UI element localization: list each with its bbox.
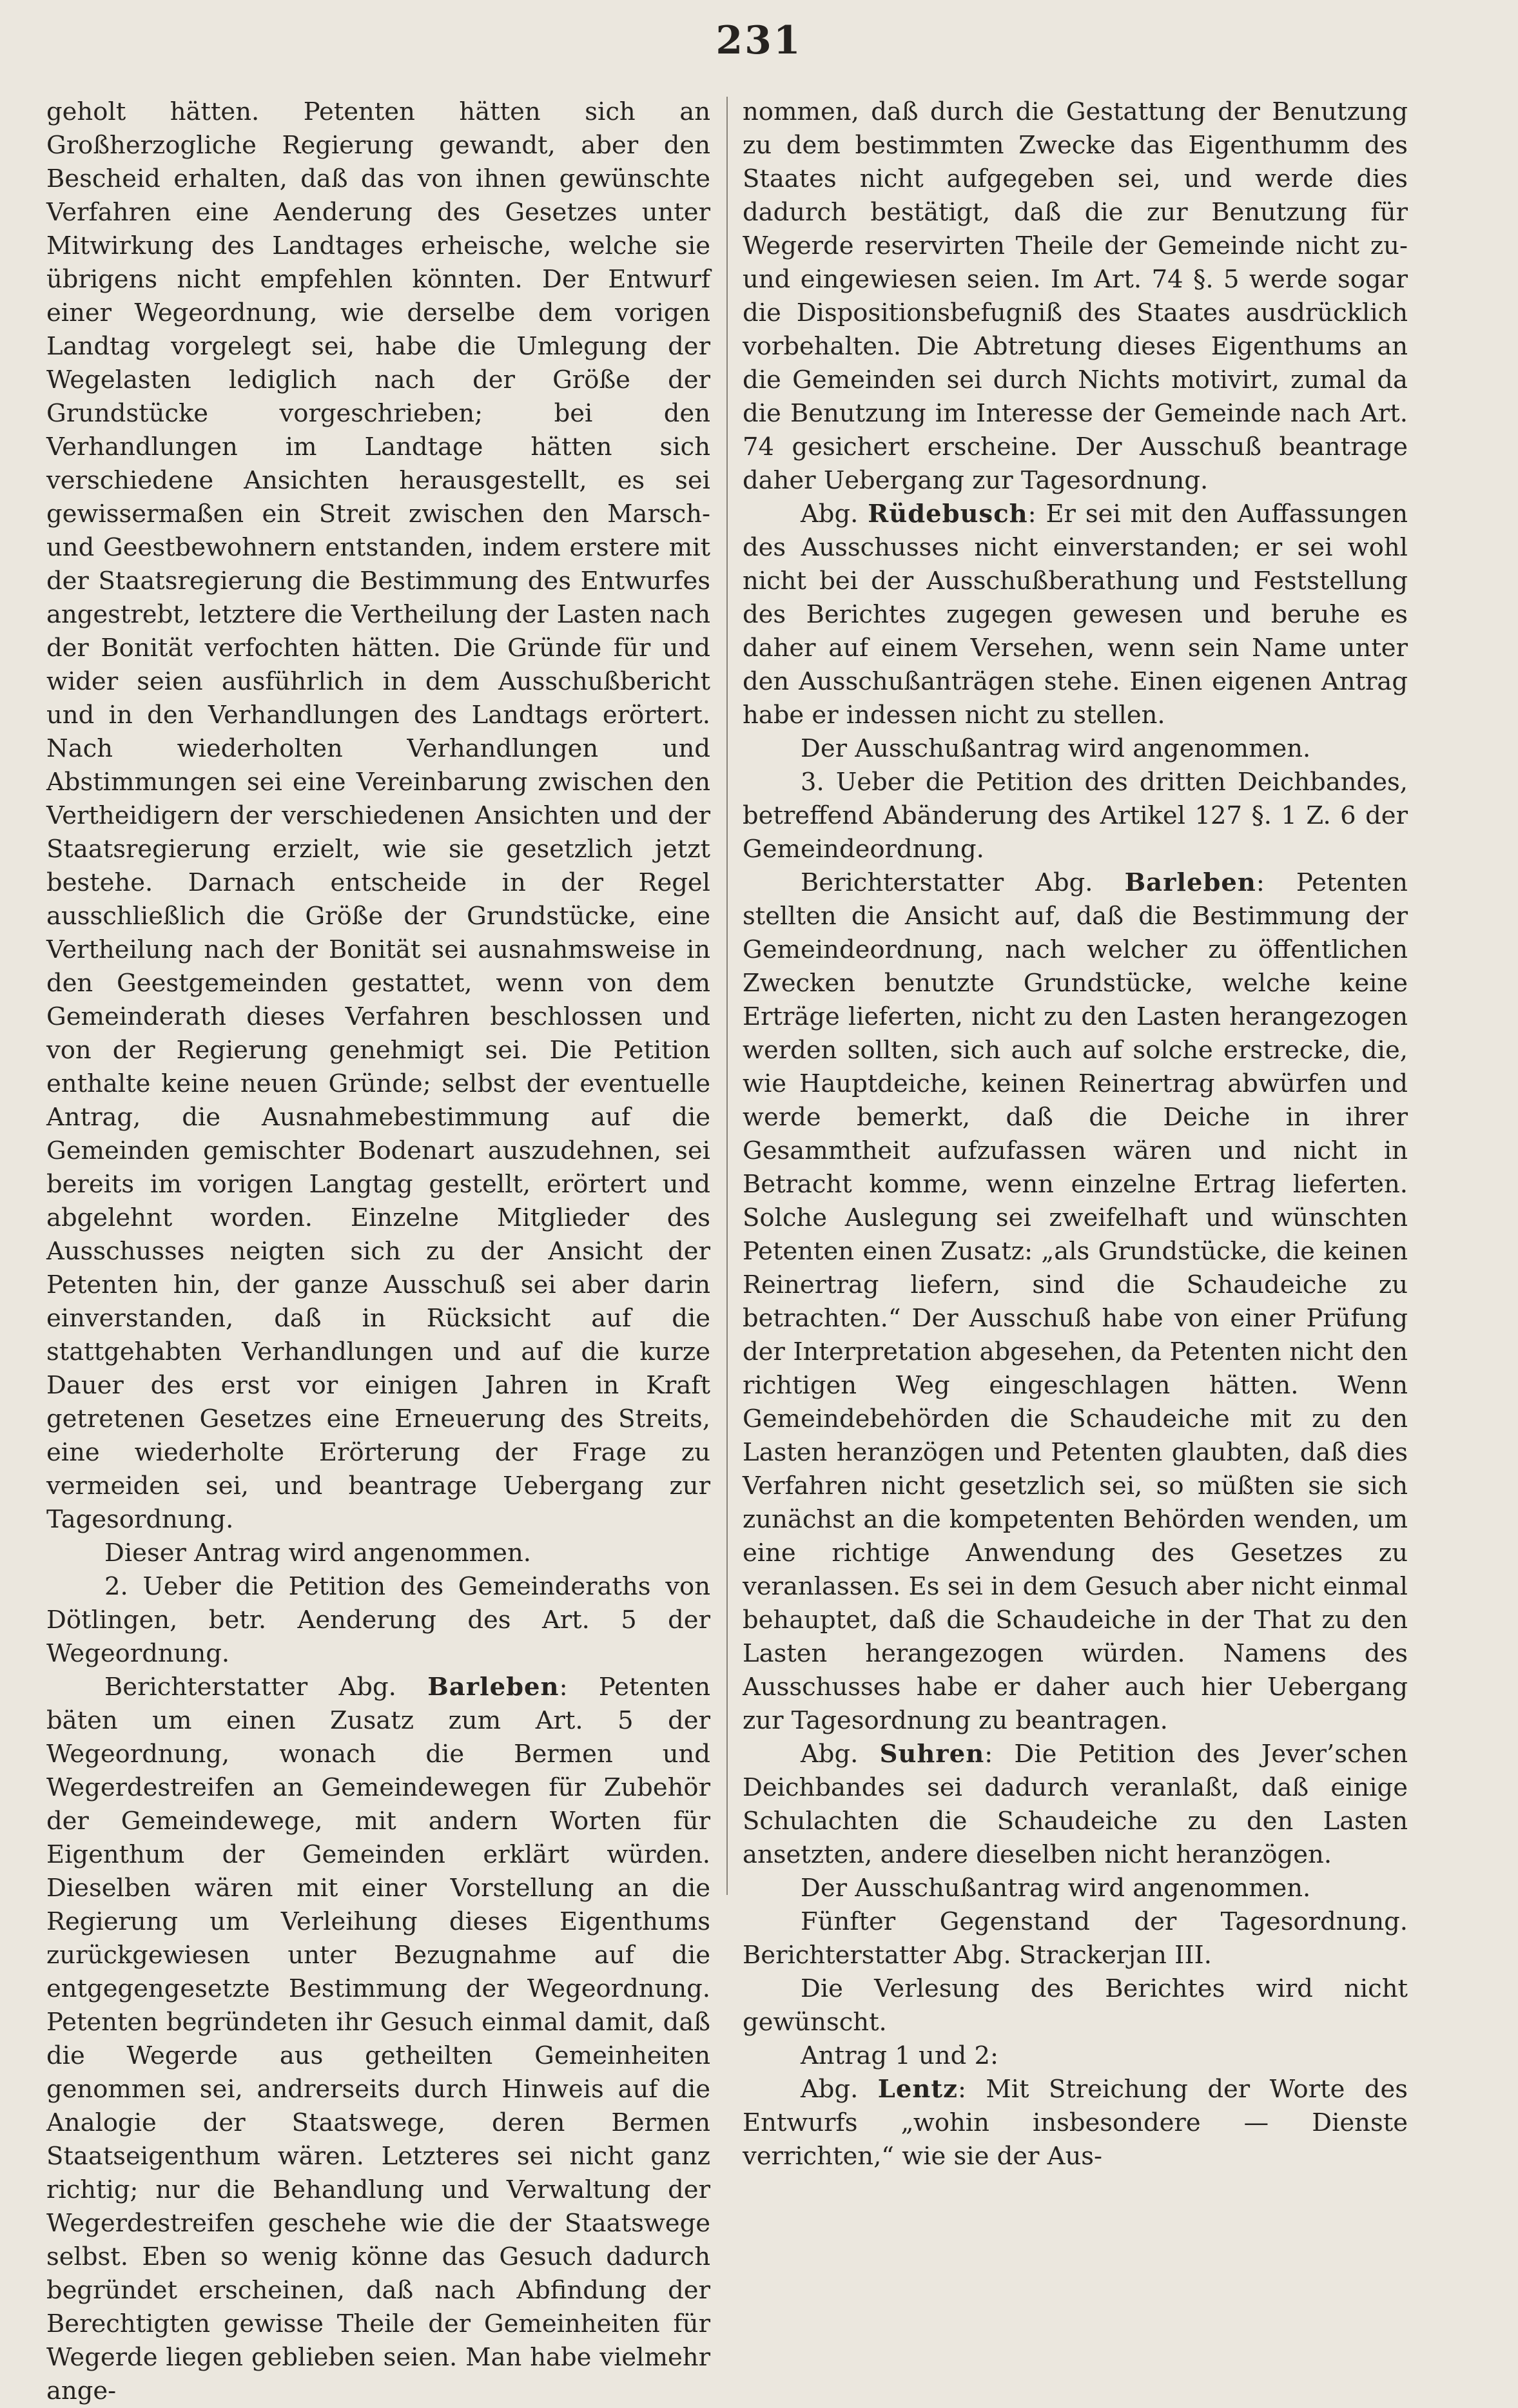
paragraph: Die Verlesung des Berichtes wird nicht gewünscht. — [743, 1974, 1408, 2037]
paragraph: nommen, daß durch die Gestattung der Benutzung zu dem bestimmten Zwecke das Eigenthumm des Staates nicht aufgegeben sei, und werde dies dadurch bestätigt, daß die zur Benutzung für Wegerde reservirten Theile der Gemeinde nicht zu- und eingewiesen seien. Im Art. 74 §. 5 werde sogar die Dispositionsbefugniß des Staates ausdrücklich vorbehalten. Die Abtretung dieses Eigenthums an die Gemeinden sei durch Nichts motivirt, zumal da die Benutzung im Interesse der Gemeinde nach Art. 74 gesichert erscheine. Der Ausschuß beantrage daher Uebergang zur Tagesordnung. — [743, 97, 1408, 495]
paragraph: Berichterstatter Abg. Barleben: Petenten bäten um einen Zusatz zum Art. 5 der Wegeordnung, wonach die Bermen und Wegerdestreifen an Gemeindewegen für Zubehör der Gemeindewege, mit andern Worten für Eigenthum der Gemeinden erklärt würden. Dieselben wären mit einer Vorstellung an die Regierung um Verleihung dieses Eigenthums zurückgewiesen unter Bezugnahme auf die entgegengesetzte Bestimmung der Wegeordnung. Petenten begründeten ihr Gesuch einmal damit, daß die Wegerde aus getheilten Gemeinheiten genommen sei, andrerseits durch Hinweis auf die Analogie der Staatswege, deren Bermen Staatseigenthum wären. Letzteres sei nicht ganz richtig; nur die Behandlung und Verwaltung der Wegerdestreifen geschehe wie die der Staatswege selbst. Eben so wenig könne das Gesuch dadurch begründet erscheinen, daß nach Abfindung der Berechtigten gewisse Theile der Gemeinheiten für Wegerde liegen geblieben seien. Man habe vielmehr ange- — [46, 1673, 710, 2405]
paragraph: 3. Ueber die Petition des dritten Deichbandes, betreffend Abänderung des Artikel 127 §. 1 Z. 6 der Gemeindeordnung. — [743, 768, 1408, 864]
paragraph: Dieser Antrag wird angenommen. — [104, 1539, 532, 1568]
paragraph: Der Ausschußantrag wird angenommen. — [801, 1874, 1311, 1903]
speaker-name: Barleben — [427, 1673, 560, 1702]
right-column — [743, 95, 1408, 2173]
paragraph: Der Ausschußantrag wird angenommen. — [801, 734, 1311, 763]
paragraph: Berichterstatter Abg. Barleben: Petenten stellten die Ansicht auf, daß die Bestimmung der Gemeindeordnung, nach welcher zu öffentlichen Zwecken benutzte Grundstücke, welche keine Erträge lieferten, nicht zu den Lasten herangezogen werden sollten, sich auch auf solche erstrecke, die, wie Hauptdeiche, keinen Reinertrag abwürfen und werde bemerkt, daß die Deiche in ihrer Gesammtheit aufzufassen wären und nicht in Betracht komme, wenn einzelne Ertrag lieferten. Solche Auslegung sei zweifelhaft und wünschten Petenten einen Zusatz: „als Grundstücke, die keinen Reinertrag liefern, sind die Schaudeiche zu betrachten.“ Der Ausschuß habe von einer Prüfung der Interpretation abgesehen, da Petenten nicht den richtigen Weg eingeschlagen hätten. Wenn Gemeindebehörden die Schaudeiche mit zu den Lasten heranzögen und Petenten glaubten, daß dies Verfahren nicht gesetzlich sei, so müßten sie sich zunächst an die kompetenten Behörden wenden, um eine richtige Anwendung des Gesetzes zu veranlassen. Es sei in dem Gesuch aber nicht einmal behauptet, daß die Schaudeiche in der That zu den Lasten herangezogen würden. Namens des Ausschusses habe er daher auch hier Uebergang zur Tagesordnung zu beantragen. — [743, 868, 1408, 1735]
paragraph: 2. Ueber die Petition des Gemeinderaths von Dötlingen, betr. Aenderung des Art. 5 der Wegeordnung. — [46, 1572, 710, 1668]
speaker-name: Rüdebusch — [868, 500, 1028, 529]
page-number: 231 — [715, 18, 803, 63]
paragraph: Abg. Lentz: Mit Streichung der Worte des Entwurfs „wohin insbesondere — Dienste verrichten,“ wie sie der Aus- — [743, 2075, 1408, 2171]
paragraph: Abg. Rüdebusch: Er sei mit den Auffassungen des Ausschusses nicht einverstanden; er sei wohl nicht bei der Ausschußberathung und Feststellung des Berichtes zugegen gewesen und beruhe es daher auf einem Versehen, wenn sein Name unter den Ausschußanträgen stehe. Einen eigenen Antrag habe er indessen nicht zu stellen. — [743, 500, 1408, 730]
speaker-name: Barleben — [1124, 868, 1256, 897]
left-column — [46, 95, 710, 2408]
speaker-name: Suhren — [879, 1740, 985, 1769]
paragraph: Fünfter Gegenstand der Tagesordnung. Berichterstatter Abg. Strackerjan III. — [743, 1907, 1408, 1970]
column-divider — [726, 97, 728, 1895]
paragraph: Antrag 1 und 2: — [801, 2041, 998, 2070]
paragraph: Abg. Suhren: Die Petition des Jever’schen Deichbandes sei dadurch veranlaßt, daß einige Schulachten die Schaudeiche zu den Lasten ansetzten, andere dieselben nicht heranzögen. — [743, 1740, 1408, 1869]
speaker-name: Lentz — [877, 2075, 958, 2104]
paragraph: geholt hätten. Petenten hätten sich an Großherzogliche Regierung gewandt, aber den Bescheid erhalten, daß das von ihnen gewünschte Verfahren eine Aenderung des Gesetzes unter Mitwirkung des Landtages erheische, welche sie übrigens nicht empfehlen könnten. Der Entwurf einer Wegeordnung, wie derselbe dem vorigen Landtag vorgelegt sei, habe die Umlegung der Wegelasten lediglich nach der Größe der Grundstücke vorgeschrieben; bei den Verhandlungen im Landtage hätten sich verschiedene Ansichten herausgestellt, es sei gewissermaßen ein Streit zwischen den Marsch- und Geestbewohnern entstanden, indem erstere mit der Staatsregierung die Bestimmung des Entwurfes angestrebt, letztere die Vertheilung der Lasten nach der Bonität verfochten hätten. Die Gründe für und wider seien ausführlich in dem Ausschußbericht und in den Verhandlungen des Landtags erörtert. Nach wiederholten Verhandlungen und Abstimmungen sei eine Vereinbarung zwischen den Vertheidigern der verschiedenen Ansichten und der Staatsregierung erzielt, wie sie gesetzlich jetzt bestehe. Darnach entscheide in der Regel ausschließlich die Größe der Grundstücke, eine Vertheilung nach der Bonität sei ausnahmsweise in den Geestgemeinden gestattet, wenn von dem Gemeinderath dieses Verfahren beschlossen und von der Regierung genehmigt sei. Die Petition enthalte keine neuen Gründe; selbst der eventuelle Antrag, die Ausnahmebestimmung auf die Gemeinden gemischter Bodenart auszudehnen, sei bereits im vorigen Langtag gestellt, erörtert und abgelehnt worden. Einzelne Mitglieder des Ausschusses neigten sich zu der Ansicht der Petenten hin, der ganze Ausschuß sei aber darin einverstanden, daß in Rücksicht auf die stattgehabten Verhandlungen und auf die kurze Dauer des erst vor einigen Jahren in Kraft getretenen Gesetzes eine Erneuerung des Streits, eine wiederholte Erörterung der Frage zu vermeiden sei, und beantrage Uebergang zur Tagesordnung. — [46, 97, 710, 1534]
